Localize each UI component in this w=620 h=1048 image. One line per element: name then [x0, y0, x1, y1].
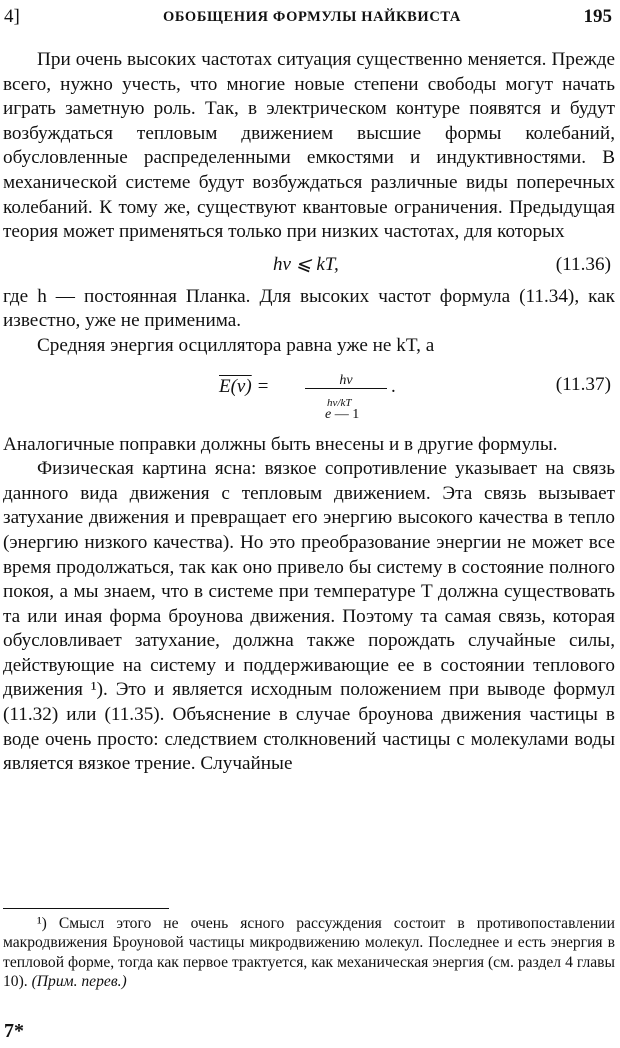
paragraph-mean-energy: Средняя энергия осциллятора равна уже не kT, а: [37, 334, 435, 356]
equation-number: (11.36): [555, 253, 611, 275]
running-title: ОБОБЩЕНИЯ ФОРМУЛЫ НАЙКВИСТА: [162, 9, 462, 25]
formula-expression: hν ⩽ kT,: [273, 253, 339, 275]
paragraph-planck: где h — постоянная Планка. Для высоких частот формула (11.34), как известно, уже не применима.: [3, 285, 615, 332]
footnote: [3, 914, 615, 992]
formula-lhs: E(ν) =: [219, 375, 270, 397]
footnote-text: ¹) Смысл этого не очень ясного рассуждения состоит в противопоставлении макродвижения Броуновой частицы микродвижению молекул. Последнее и есть энергия в тепловой форме, тогда как первое трактуется, как механическая энергия (см. раздел 4 главы 10).: [3, 915, 615, 991]
page-number: 195: [583, 6, 612, 27]
formula-11-36: [3, 245, 615, 285]
paragraph-corrections: Аналогичные поправки должны быть внесены и в другие формулы.: [3, 433, 558, 455]
paragraph-high-frequencies: При очень высоких частотах ситуация существенно меняется. Прежде всего, нужно учесть, что многие новые степени свободы могут начать играть заметную роль. Так, в электрическом контуре появятся и будут возбуждаться тепловым движением высшие формы колебаний, обусловленные распределенными емкостями и индуктивностями. В механической системе будут возбуждаться различные виды поперечных колебаний. К тому же, существуют квантовые ограничения. Предыдущая теория может применяться только при низких частотах, для которых: [3, 49, 615, 243]
formula-11-37: [3, 359, 615, 433]
formula-period: .: [391, 375, 396, 397]
paragraph-physical-picture: Физическая картина ясна: вязкое сопротивление указывает на связь данного вида движения с тепловым движением. Эта связь вызывает затухание движения и превращает его энергию высокого качества в тепло (энергию низкого качества). Но это преобразование энергии не может все время продолжаться, так как оно привело бы систему в состояние полного покоя, а мы знаем, что в системе при температуре T должна существовать та или иная форма броунова движения. Поэтому та самая связь, которая обусловливает затухание, должна также порождать случайные силы, действующие на систему и поддерживающие ее в состоянии теплового движения ¹). Это и является исходным положением при выводе формул (11.32) или (11.35). Объяснение в случае броунова движения частицы в воде очень просто: следствием столкновений частицы с молекулами воды является вязкое трение. Случайные: [3, 458, 615, 775]
translator-note: (Прим. перев.): [31, 973, 127, 991]
printer-signature: 7*: [4, 1020, 24, 1042]
main-text: [3, 48, 615, 777]
fraction: [305, 369, 387, 421]
page-header: [2, 6, 616, 34]
section-marker: 4]: [4, 6, 20, 27]
footnote-divider: [3, 908, 169, 909]
exponent: hν/kT: [327, 396, 352, 409]
equation-number: (11.37): [555, 373, 611, 395]
fraction-denominator: hν/kT e — 1: [305, 391, 387, 421]
fraction-numerator: hν: [339, 372, 353, 388]
